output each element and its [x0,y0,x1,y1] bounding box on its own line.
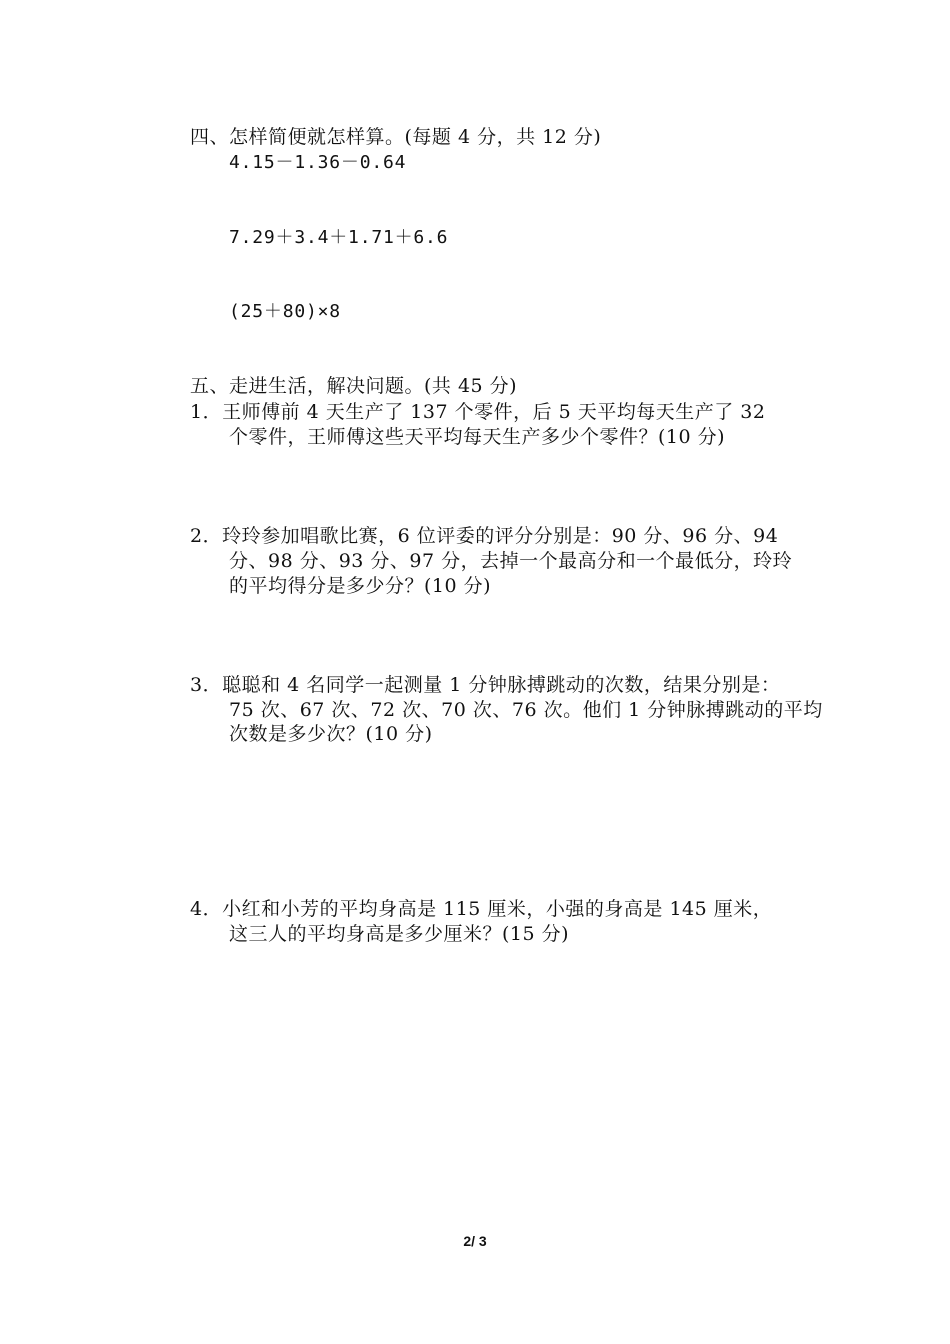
expression-3: (25＋80)×8 [229,301,341,322]
problem-3-line-1: 3．聪聪和 4 名同学一起测量 1 分钟脉搏跳动的次数，结果分别是： [190,674,781,696]
expression-2: 7.29＋3.4＋1.71＋6.6 [229,227,449,248]
problem-3-line-3: 次数是多少次？(10 分) [229,723,433,745]
page-number: 2/ 3 [463,1233,487,1249]
problem-3-line-2: 75 次、67 次、72 次、70 次、76 次。他们 1 分钟脉搏跳动的平均 [229,699,823,721]
problem-4-line-2: 这三人的平均身高是多少厘米？(15 分) [229,923,570,945]
problem-1-line-1: 1．王师傅前 4 天生产了 137 个零件，后 5 天平均每天生产了 32 [190,401,766,423]
expression-1: 4.15－1.36－0.64 [229,152,407,173]
problem-2-line-3: 的平均得分是多少分？(10 分) [229,575,492,597]
problem-2-line-1: 2．玲玲参加唱歌比赛，6 位评委的评分分别是：90 分、96 分、94 [190,525,779,547]
section-4-heading: 四、怎样简便就怎样算。(每题 4 分，共 12 分) [190,126,602,148]
problem-4-line-1: 4．小红和小芳的平均身高是 115 厘米，小强的身高是 145 厘米， [190,898,773,920]
problem-2-line-2: 分、98 分、93 分、97 分，去掉一个最高分和一个最低分，玲玲 [229,550,793,572]
problem-1-line-2: 个零件，王师傅这些天平均每天生产多少个零件？(10 分) [229,426,726,448]
section-5-heading: 五、走进生活，解决问题。(共 45 分) [190,375,518,397]
